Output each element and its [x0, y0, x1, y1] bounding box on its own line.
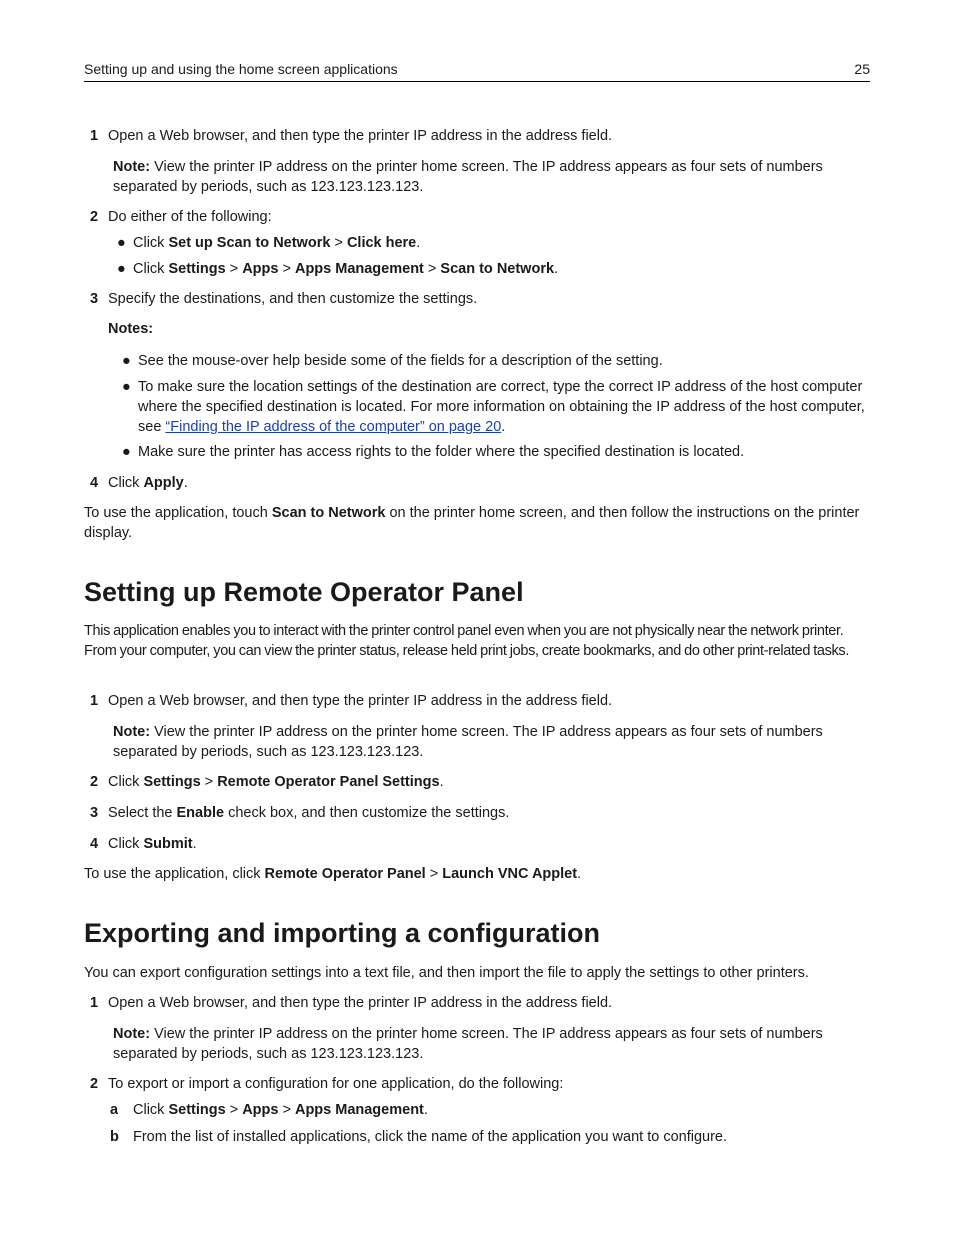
closing-paragraph: To use the application, click Remote Operator Panel > Launch VNC Applet. [84, 866, 582, 882]
menu-path-scan-to-network: Set up Scan to Network [168, 235, 331, 251]
menu-path-remote-operator-panel: Remote Operator Panel [264, 866, 426, 882]
menu-path-settings: Settings [168, 1102, 226, 1118]
menu-path-apps: Apps [242, 1102, 279, 1118]
menu-path-apps-management: Apps Management [294, 1102, 424, 1118]
step-number: 2 [90, 209, 99, 225]
note-label: Note: [113, 1026, 151, 1042]
substep-letter: a [110, 1102, 119, 1118]
menu-path-settings: Settings [168, 261, 226, 277]
step-number: 4 [90, 836, 99, 852]
closing-paragraph: To use the application, touch Scan to Network on the printer home screen, and then follow the instructions on the printer display. [84, 505, 860, 541]
submit-option: Submit [143, 836, 193, 852]
step-text: Open a Web browser, and then type the printer IP address in the address field. [108, 128, 613, 144]
note-label: Note: [113, 724, 151, 740]
note [113, 1024, 870, 1064]
note-text: View the printer IP address on the printer home screen. The IP address appears as four sets of numbers separated by periods, such as 123.123.123.123. [113, 724, 823, 760]
page-header [84, 60, 870, 82]
substep-text: From the list of installed applications, click the name of the application you want to configure. [133, 1129, 728, 1145]
note-text: View the printer IP address on the printer home screen. The IP address appears as four sets of numbers separated by periods, such as 123.123.123.123. [113, 159, 823, 195]
menu-path-click-here: Click here [346, 235, 417, 251]
step-text: Specify the destinations, and then customize the settings. [108, 291, 478, 307]
step-number: 4 [90, 475, 99, 491]
notes-label: Notes: [108, 321, 154, 337]
menu-path-scan-to-network: Scan to Network [440, 261, 555, 277]
step-number: 3 [90, 291, 99, 307]
step-number: 3 [90, 805, 99, 821]
cross-reference-link[interactable]: “Finding the IP address of the computer” on page 20 [165, 419, 502, 435]
note [113, 157, 870, 197]
bullet-icon: ● [117, 261, 126, 277]
bullet-icon: ● [122, 444, 131, 460]
step-number: 2 [90, 1076, 99, 1092]
section-intro: This application enables you to interact with the printer control panel even when you are not physically near the network printer. From your computer, you can view the printer status, release held print jobs, create bookmarks, and do other print-related tasks. [84, 623, 849, 659]
app-name: Scan to Network [271, 505, 386, 521]
menu-path-launch-vnc-applet: Launch VNC Applet [442, 866, 578, 882]
menu-path-apps-management: Apps Management [294, 261, 424, 277]
step-number: 1 [90, 128, 99, 144]
step-number: 1 [90, 995, 99, 1011]
step-text: Open a Web browser, and then type the printer IP address in the address field. [108, 995, 613, 1011]
section-heading-remote-operator-panel: Setting up Remote Operator Panel [84, 577, 524, 607]
enable-option: Enable [176, 805, 225, 821]
bullet-icon: ● [122, 353, 131, 369]
menu-path-remote-operator-panel-settings: Remote Operator Panel Settings [217, 774, 440, 790]
section-heading-exporting-importing: Exporting and importing a configuration [84, 918, 600, 948]
step-number: 1 [90, 693, 99, 709]
bullet-icon: ● [122, 379, 131, 395]
menu-path-apps: Apps [242, 261, 279, 277]
note-text: View the printer IP address on the printer home screen. The IP address appears as four sets of numbers separated by periods, such as 123.123.123.123. [113, 1026, 823, 1062]
page-number: 25 [854, 61, 870, 77]
substep-letter: b [110, 1129, 119, 1145]
step-text: Open a Web browser, and then type the printer IP address in the address field. [108, 693, 613, 709]
section-intro: You can export configuration settings into a text file, and then import the file to apply the settings to other printers. [84, 965, 809, 981]
note-label: Note: [113, 159, 151, 175]
step-text: Do either of the following: [108, 209, 272, 225]
step-text: To export or import a configuration for one application, do the following: [108, 1076, 564, 1092]
menu-path-settings: Settings [143, 774, 201, 790]
step-number: 2 [90, 774, 99, 790]
running-header-title: Setting up and using the home screen applications [84, 61, 398, 77]
note [113, 722, 870, 762]
menu-path-apply: Apply [143, 475, 184, 491]
bullet-icon: ● [117, 235, 126, 251]
